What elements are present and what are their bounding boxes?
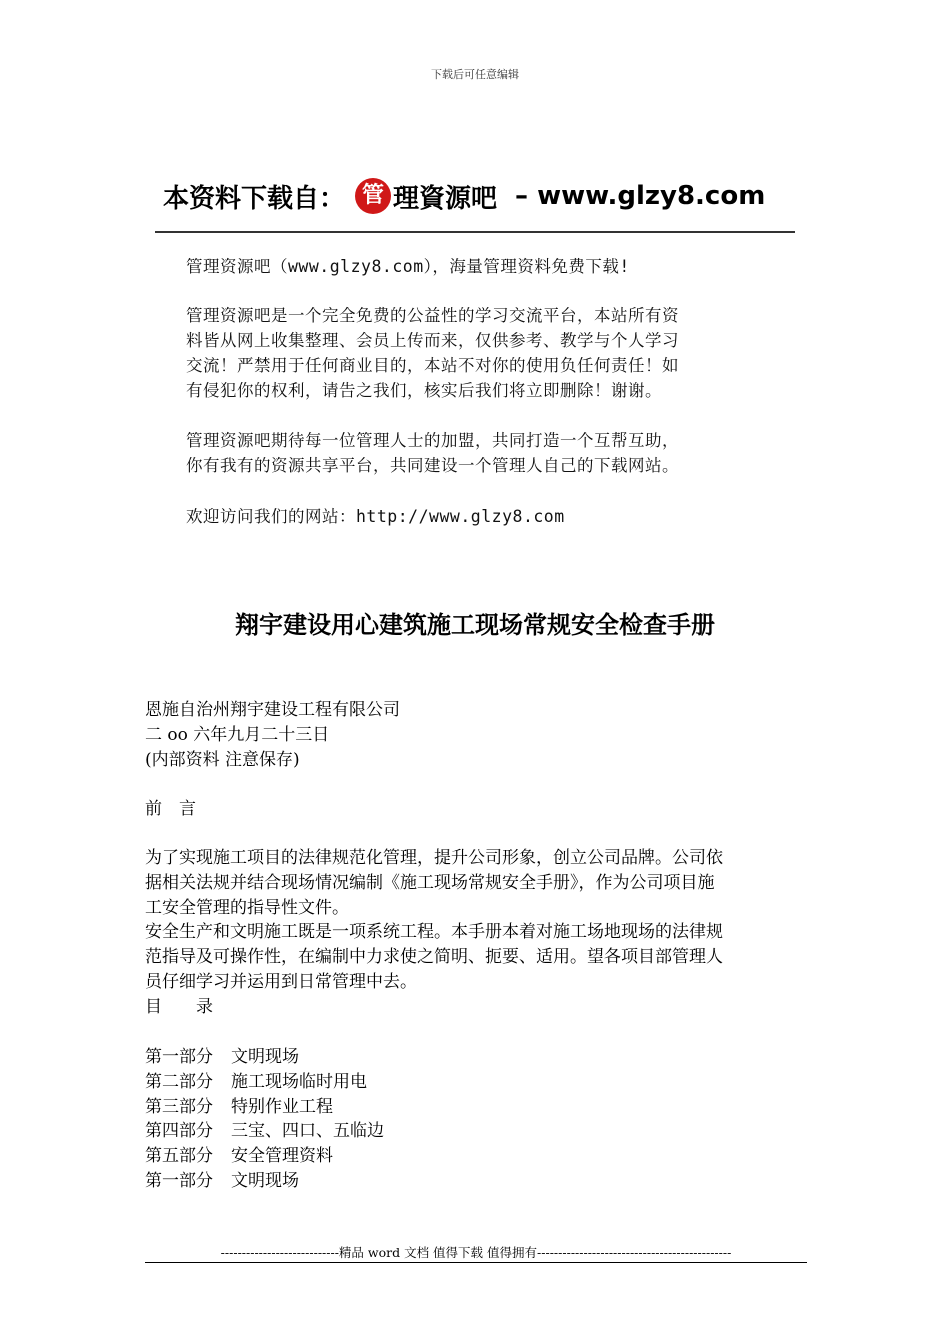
toc-item-number: 第一部分 [145,1047,213,1067]
ad-invitation [186,428,786,478]
section-title: 文明现场 [231,1170,299,1191]
ad-invitation-line: 管理资源吧期待每一位管理人士的加盟，共同打造一个互帮互助， [186,431,679,450]
preface-heading-block [145,797,807,822]
header-note: 下载后可任意编辑 [431,68,519,81]
banner-url: – www.glzy8.com [515,181,766,211]
toc-item[interactable] [145,1119,807,1144]
brand-badge-icon: 管 [355,178,391,214]
ad-disclaimer-line: 料皆从网上收集整理、会员上传而来，仅供参考、教学与个人学习 [186,331,679,350]
banner-divider [155,231,795,233]
ad-disclaimer-line: 有侵犯你的权利，请告之我们，核实后我们将立即删除！谢谢。 [186,381,662,400]
toc-item[interactable] [145,1095,807,1120]
ad-intro-line: 管理资源吧（www.glzy8.com），海量管理资料免费下载! [186,257,630,276]
toc-item[interactable] [145,1045,807,1070]
section-heading [145,1169,807,1194]
ad-disclaimer-line: 管理资源吧是一个完全免费的公益性的学习交流平台，本站所有资 [186,306,679,325]
table-of-contents [145,1045,807,1194]
toc-item-number: 第五部分 [145,1146,213,1167]
preface-line: 安全生产和文明施工既是一项系统工程。本手册本着对施工场地现场的法律规 [145,922,723,943]
preface-line: 为了实现施工项目的法律规范化管理，提升公司形象，创立公司品牌。公司依 [145,848,723,868]
footer-note: ----------------------------精品 word 文档 值得下载 值得拥有---------------------------------------------- [220,1245,732,1260]
preface-line: 工安全管理的指导性文件。 [145,897,349,918]
ad-intro [186,254,786,279]
ad-disclaimer-line: 交流！严禁用于任何商业目的，本站不对你的使用负任何责任！如 [186,356,679,375]
ad-visit [186,504,786,529]
toc-item-number: 第四部分 [145,1121,213,1142]
toc-item-number: 第三部分 [145,1096,213,1117]
preface-line: 据相关法规并结合现场情况编制《施工现场常规安全手册》，作为公司项目施 [145,872,715,893]
ad-invitation-line: 你有我有的资源共享平台，共同建设一个管理人自己的下载网站。 [186,456,679,475]
document-meta [145,698,807,772]
toc-item-title: 特别作业工程 [231,1096,333,1117]
toc-item[interactable] [145,1070,807,1095]
ad-disclaimer [186,303,786,403]
document-title: 翔宇建设用心建筑施工现场常规安全检查手册 [235,610,715,639]
preface-heading: 前 言 [145,799,196,819]
document-note: (内部资料 注意保存) [145,749,300,770]
toc-heading: 目 录 [145,996,213,1017]
preface-line: 范指导及可操作性，在编制中力求使之简明、扼要、适用。望各项目部管理人 [145,947,723,968]
ad-visit-line: 欢迎访问我们的网站：http://www.glzy8.com [186,507,565,526]
banner-lead: 本资料下载自： [163,183,346,214]
toc-item-number: 第二部分 [145,1071,213,1092]
source-banner [163,176,803,216]
toc-item[interactable] [145,1144,807,1169]
banner-brand: 理資源吧 [393,183,498,214]
footer-divider [145,1262,807,1263]
toc-item-title: 安全管理资料 [231,1146,333,1167]
document-date: 二 oo 六年九月二十三日 [145,724,330,745]
preface-line: 员仔细学习并运用到日常管理中去。 [145,971,417,992]
company-name: 恩施自治州翔宇建设工程有限公司 [145,700,400,720]
toc-item-title: 文明现场 [231,1047,299,1067]
toc-item-title: 三宝、四口、五临边 [231,1121,384,1142]
toc-item-title: 施工现场临时用电 [231,1071,367,1092]
section-number: 第一部分 [145,1170,213,1191]
preface-body [145,846,807,1020]
